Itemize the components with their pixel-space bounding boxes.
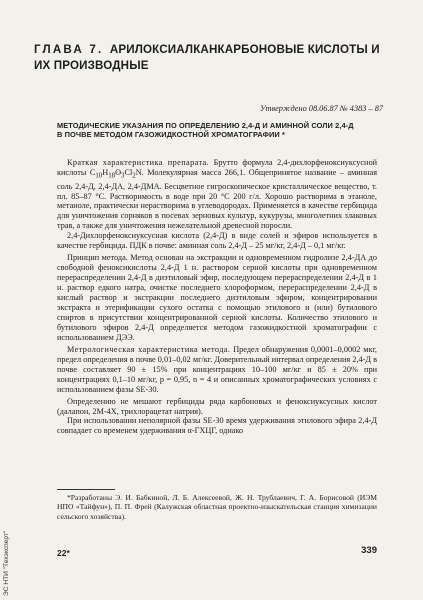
footnote: *Разработаны Э. И. Бабкиной, Л. Б. Алексеевой, Ж. Н. Трублаевич, Г. А. Борисовой (ИЭМ НПО «Тайфун»), П. П. Фрей (Калужская областная проектно-изыскательская станция химизации сельского хозяйства). — [57, 493, 377, 521]
paragraph-phase: При использовании неполярной фазы SE-30 время удерживания этилового эфира 2,4-Д совпадает со временем удерживания α-ГХЦГ, однако — [57, 416, 377, 436]
text-run: O — [115, 167, 122, 177]
chapter-prefix: ГЛАВА 7. — [34, 43, 104, 56]
text-run: H — [102, 167, 109, 177]
document-title: МЕТОДИЧЕСКИЕ УКАЗАНИЯ ПО ОПРЕДЕЛЕНИЮ 2,4-Д И АМИННОЙ СОЛИ 2,4-Д В ПОЧВЕ МЕТОДОМ ГАЗОЖИДКОСТНОЙ ХРОМАТОГРАФИИ * — [57, 121, 354, 140]
subscript: 10 — [95, 172, 103, 180]
signature-mark: 22* — [57, 548, 70, 558]
paragraph-lead: Метрологическая характеристика метода. — [67, 344, 231, 354]
source-stamp: ЭС НТИ "Техэксперт" — [3, 530, 10, 596]
subscript: 18 — [108, 172, 116, 180]
page-number: 339 — [361, 545, 377, 556]
text-run: Предел обнаружения 0,0001–0,0002 мкг, предел определения в почве 0,01–0,02 мг/кг. Доверительный интервал определения 2,4-Д в почве составляет 90 ± 15% при концентрациях 10–100 мг/кг и 85 ± 20% при концентрациях 0,1–10 мг/кг, p = 0,95, n = 4 и описанных хроматографических условиях с использованием фазы SE-30. — [57, 344, 377, 394]
subscript: 2 — [132, 172, 136, 180]
footnote-rule — [57, 489, 115, 490]
chapter-heading — [34, 42, 394, 73]
paragraph-characteristics — [57, 158, 377, 231]
approval-note: Утверждено 08.06.87 № 4383 – 87 — [259, 104, 383, 113]
text-run: Cl — [124, 167, 133, 177]
paragraph-interference: Определению не мешают гербициды ряда карбоновых и феноксиуксусных кислот (далапон, 2М-4Х, трихлорацетат натрия). — [57, 396, 377, 416]
subscript: 3 — [121, 172, 125, 180]
chapter-title: АРИЛОКСИАЛКАНКАРБОНОВЫЕ КИСЛОТЫ И ИХ ПРОИЗВОДНЫЕ — [34, 43, 380, 72]
text-run: Брутто формула 2,4-дихлорфеноксиуксусной кислоты C — [57, 158, 377, 177]
paragraph-metrology — [57, 345, 377, 395]
paragraph-principle: Принцип метода. Метод основан на экстракции и одновременном гидролизе 2,4-ДА до свободной феноксикислоты 2,4-Д 1 н. раствором серной кислоты при одновременном перераспределении 2,4-Д в диэтиловый эфир, последующем перераспределении 2,4-Д в 1 н. раствор едкого натра, очистке последнего хлороформом, перераспределении 2,4-Д в кислый раствор и экстракции последнего диэтиловым эфиром, концентрировании экстракта и этерификации сухого остатка с помощью этилового и (или) бутилового спиртов в присутствии концентрированной серной кислоты. Количество этилового и бутилового эфиров 2,4-Д определяется методом газожидкостной хроматографии с использованием ДЭЭ. — [57, 253, 377, 342]
paragraph-lead: Краткая характеристика препарата. — [67, 158, 210, 167]
text-run: N. Молекулярная масса 266,1. Общепринятое название – аминная соль 2,4-Д, 2,4-ДА, 2,4-ДМА. Бесцветное гигроскопическое кристаллическое вещество, т. пл. 85–87 °С. Растворимость в воде при 20 °С 200 г/л. Хорошо растворима в этаноле, метаноле, практически нерастворима в углеводородах. Применяется в качестве гербицида для уничтожения сорняков в посевах зерновых культур, кукурузы, многолетних злаковых трав, а также для уничтожения нежелательной древесной поросли. — [57, 167, 377, 231]
body-text — [57, 158, 377, 436]
paragraph-usage: 2,4-Дихлорфеноксиуксусная кислота (2,4-Д) в виде солей и эфиров используется в качестве гербицида. ПДК в почве: аминная соль 2,4-Д – 25 мг/кг, 2,4-Д – 0,1 мг/кг. — [57, 231, 377, 251]
